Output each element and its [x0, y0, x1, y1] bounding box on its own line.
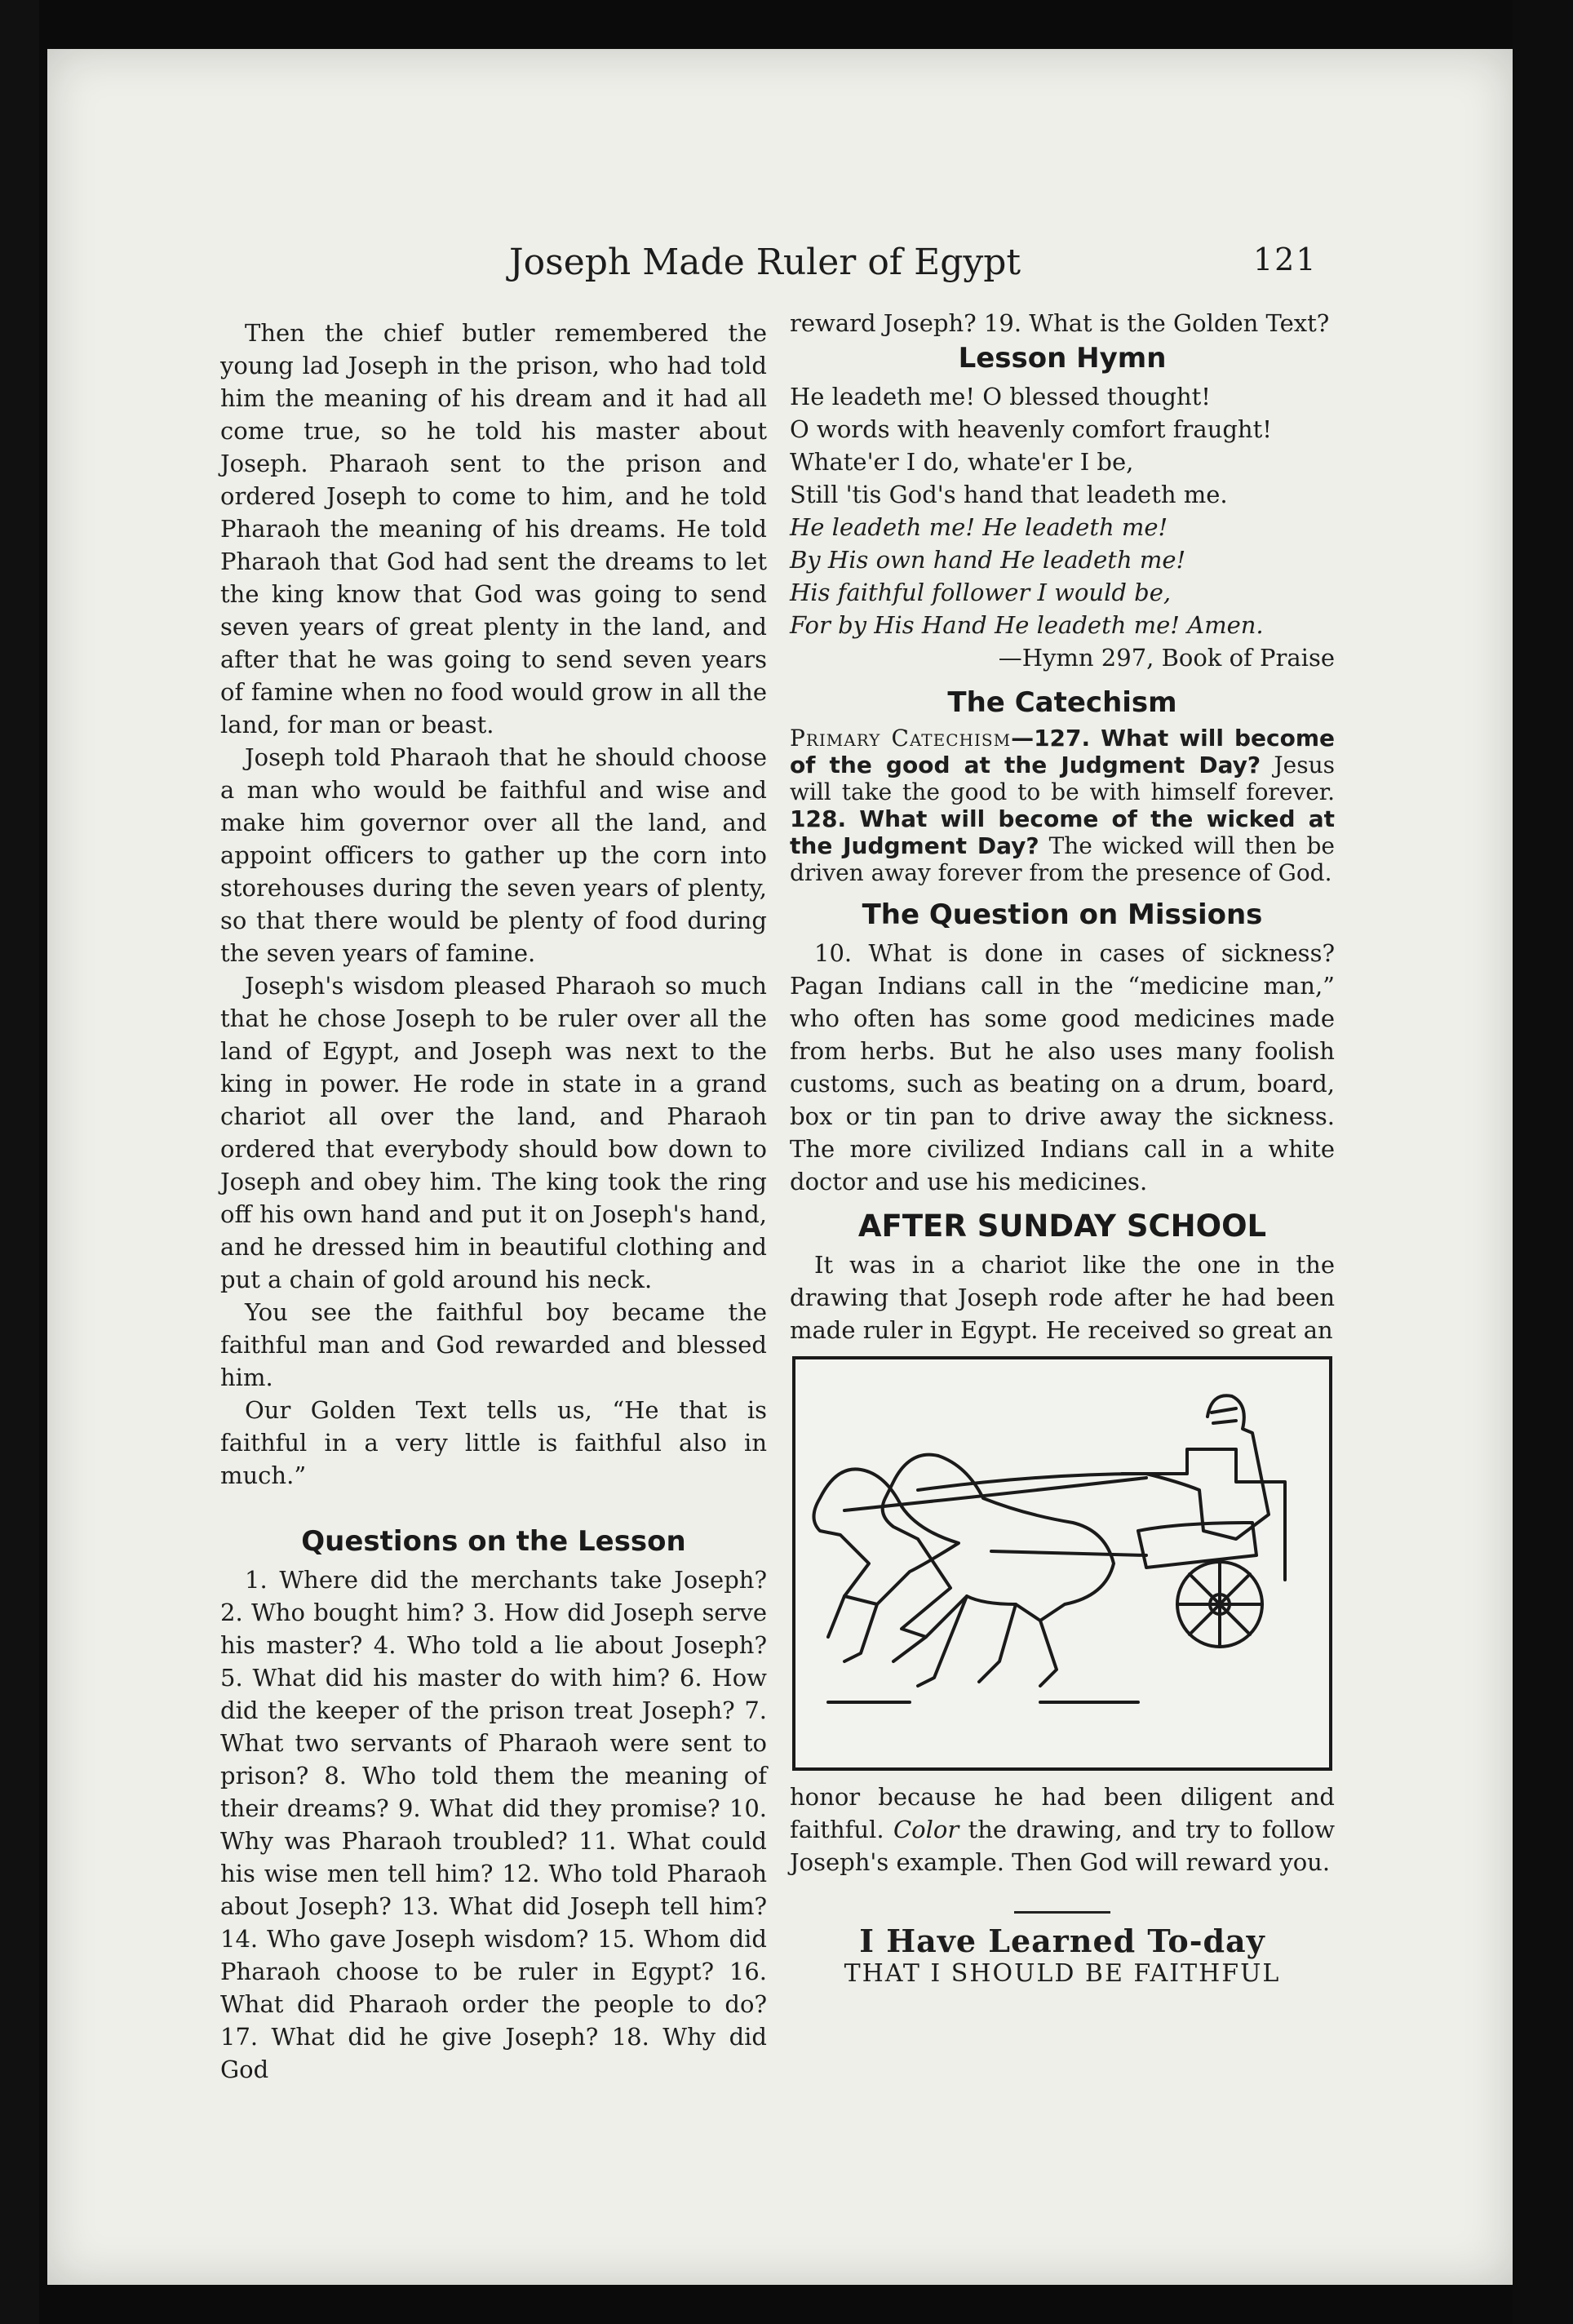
left-column	[220, 317, 767, 2086]
catechism-answer-128: The wicked will then be driven away forever from the presence of God.	[790, 832, 1335, 886]
story-paragraph: Joseph's wisdom pleased Pharaoh so much that he chose Joseph to be ruler over all the land of Egypt, and Joseph was next to the king in power. He rode in state in a grand chariot all over the land, and Pharaoh ordered that everybody should bow down to Joseph and obey him. The king took the ring off his own hand and put it on Joseph's hand, and he dressed him in beautiful clothing and put a chain of gold around his neck.	[220, 972, 767, 1293]
learned-today-heading: I Have Learned To-day	[859, 1923, 1265, 1959]
story-paragraph: Joseph told Pharaoh that he should choose a man who would be faithful and wise and make him governor over all the land, and appoint officers to gather up the corn into storehouses during the seven years of plenty, so that there would be plenty of food during the seven years of famine.	[220, 743, 767, 967]
scan-border-left	[0, 0, 39, 2324]
hymn-chorus-line: For by His Hand He leadeth me! Amen.	[790, 611, 1264, 639]
catechism-heading: The Catechism	[947, 686, 1177, 719]
after-sunday-school-heading: AFTER SUNDAY SCHOOL	[857, 1209, 1267, 1244]
hymn-chorus-line: His faithful follower I would be,	[790, 579, 1172, 606]
questions-continued: reward Joseph? 19. What is the Golden Text?	[790, 309, 1330, 337]
after-text-part-a: honor because he had been diligent and faithful.	[790, 1783, 1335, 1843]
hymn-chorus-line: He leadeth me! He leadeth me!	[790, 513, 1168, 541]
catechism-question-127: —127. What will become of the good at the Judgment Day?	[790, 725, 1335, 778]
catechism-label: Primary Catechism	[790, 725, 1012, 752]
catechism-text	[790, 725, 1335, 886]
story-paragraph: You see the faithful boy became the faithful man and God rewarded and blessed him.	[220, 1298, 767, 1391]
story-paragraph: Then the chief butler remembered the young lad Joseph in the prison, who had told him the meaning of his dream and it had all come true, so he told his master about Joseph. Pharaoh sent to the prison and ordered Joseph to come to him, and he told Pharaoh the meaning of his dreams. He told Pharaoh that God had sent the dreams to let the king know that God was going to send seven years of great plenty in the land, and after that he was going to send seven years of famine when no food would grow in all the land, for man or beast.	[220, 319, 767, 738]
questions-text: 1. Where did the merchants take Joseph? 2. Who bought him? 3. How did Joseph serve his master? 4. Who told a lie about Joseph? 5. What did his master do with him? 6. How did the keeper of the prison treat Joseph? 7. What two servants of Pharaoh were sent to prison? 8. Who told them the meaning of their dreams? 9. What did they promise? 10. Why was Pharaoh troubled? 11. What could his wise men tell him? 12. Who told Pharaoh about Joseph? 13. What did Joseph tell him? 14. Who gave Joseph wisdom? 15. Whom did Pharaoh choose to be ruler in Egypt? 16. What did Pharaoh order the people to do? 17. What did he give Joseph? 18. Why did God	[220, 1566, 767, 2083]
scan-border-right	[1513, 0, 1573, 2324]
missions-text: 10. What is done in cases of sickness? Pagan Indians call in the “medicine man,” who often has some good medicines made from herbs. But he also uses many foolish customs, such as beating on a drum, board, box or tin pan to drive away the sickness. The more civilized Indians call in a white doctor and use his medicines.	[790, 939, 1335, 1195]
hymn-heading: Lesson Hymn	[958, 342, 1167, 375]
hymn-credit: —Hymn 297, Book of Praise	[998, 644, 1335, 672]
page-number: 121	[1253, 242, 1318, 277]
right-column	[790, 307, 1335, 1990]
catechism-question-128: 128. What will become of the wicked at the Judgment Day?	[790, 805, 1335, 859]
learned-lesson: THAT I SHOULD BE FAITHFUL	[844, 1959, 1281, 1988]
hymn-line: O words with heavenly comfort fraught!	[790, 415, 1272, 443]
page-title: Joseph Made Ruler of Egypt	[509, 242, 1021, 283]
story-paragraph: Our Golden Text tells us, “He that is faithful in a very little is faithful also in much.”	[220, 1396, 767, 1489]
chariot-illustration	[792, 1356, 1332, 1771]
after-text-part-b: the drawing, and try to follow Joseph's example. Then God will reward you.	[790, 1816, 1336, 1876]
hymn-chorus-line: By His own hand He leadeth me!	[790, 546, 1186, 574]
hymn-line: Whate'er I do, whate'er I be,	[790, 448, 1134, 476]
questions-heading: Questions on the Lesson	[301, 1525, 686, 1558]
catechism-answer-127: Jesus will take the good to be with himself forever.	[790, 752, 1335, 805]
after-text-continued	[790, 1781, 1335, 1878]
after-text: It was in a chariot like the one in the drawing that Joseph rode after he had been made ruler in Egypt. He received so great an	[790, 1251, 1335, 1344]
divider-rule	[1014, 1911, 1110, 1914]
hymn-line: He leadeth me! O blessed thought!	[790, 383, 1211, 410]
after-text-color-word: Color	[893, 1816, 959, 1843]
hymn-line: Still 'tis God's hand that leadeth me.	[790, 481, 1228, 508]
missions-heading: The Question on Missions	[862, 898, 1263, 931]
